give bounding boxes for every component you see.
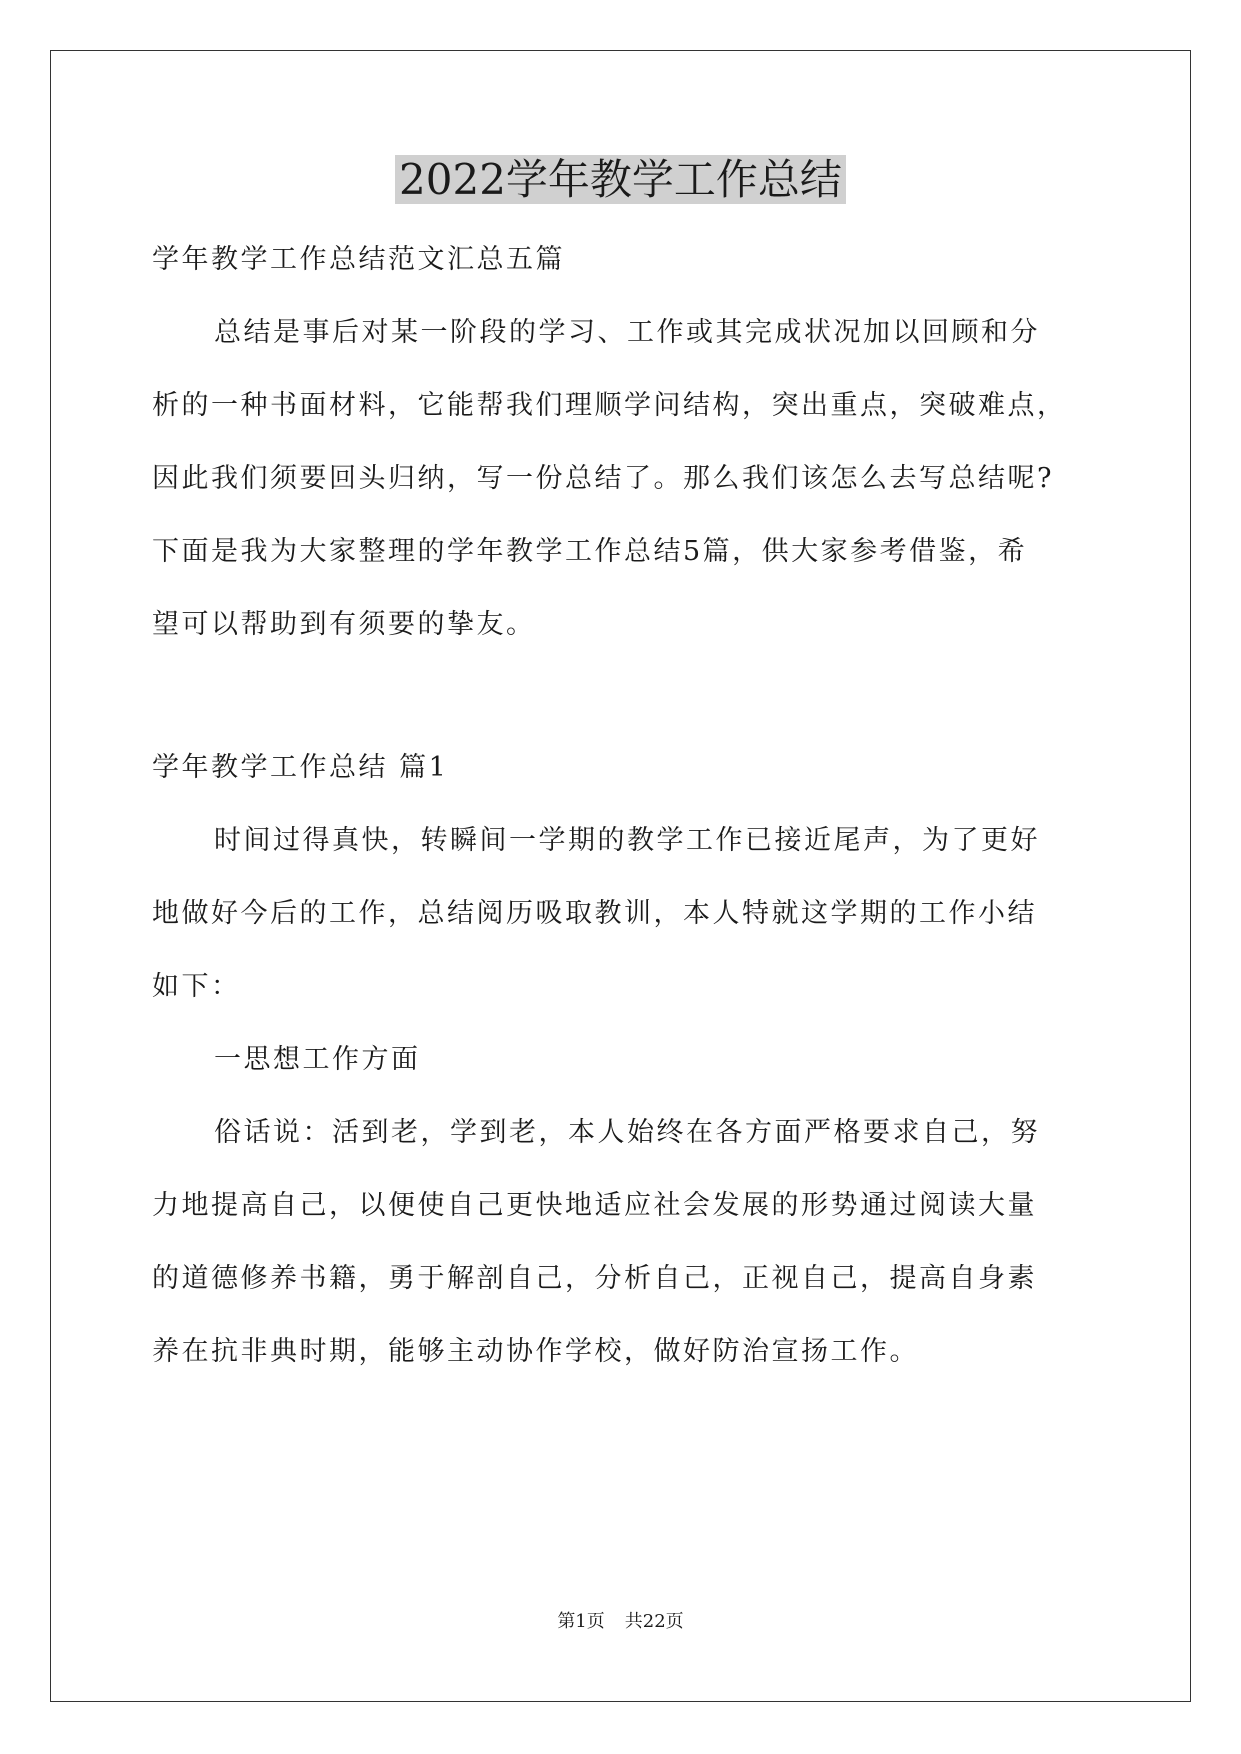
paragraph-line: 如下：	[152, 971, 241, 1002]
document-title-text: 2022学年教学工作总结	[395, 155, 846, 204]
intro-line: 总结是事后对某一阶段的学习、工作或其完成状况加以回顾和分	[214, 317, 1040, 348]
document-subtitle: 学年教学工作总结范文汇总五篇	[152, 244, 565, 275]
paragraph-line: 俗话说：活到老，学到老，本人始终在各方面严格要求自己，努	[214, 1117, 1040, 1148]
intro-line: 下面是我为大家整理的学年教学工作总结5篇，供大家参考借鉴，希	[152, 536, 1028, 567]
page-footer	[0, 1610, 1241, 1634]
page-total: 共22页	[624, 1611, 684, 1632]
paragraph-line: 时间过得真快，转瞬间一学期的教学工作已接近尾声，为了更好	[214, 825, 1040, 856]
paragraph-line: 养在抗非典时期，能够主动协作学校，做好防治宣扬工作。	[152, 1336, 919, 1367]
page-number: 第1页	[557, 1611, 605, 1632]
page-border	[50, 50, 1191, 1702]
subheading: 一思想工作方面	[214, 1044, 421, 1075]
paragraph-line: 的道德修养书籍，勇于解剖自己，分析自己，正视自己，提高自身素	[152, 1263, 1037, 1294]
section-heading: 学年教学工作总结 篇1	[152, 752, 449, 783]
document-title	[0, 150, 1241, 210]
paragraph-line: 力地提高自己，以便使自己更快地适应社会发展的形势通过阅读大量	[152, 1190, 1037, 1221]
intro-line: 因此我们须要回头归纳，写一份总结了。那么我们该怎么去写总结呢?	[152, 463, 1054, 494]
intro-line: 析的一种书面材料，它能帮我们理顺学问结构，突出重点，突破难点，	[152, 390, 1067, 421]
paragraph-line: 地做好今后的工作，总结阅历吸取教训，本人特就这学期的工作小结	[152, 898, 1037, 929]
intro-line: 望可以帮助到有须要的挚友。	[152, 609, 536, 640]
